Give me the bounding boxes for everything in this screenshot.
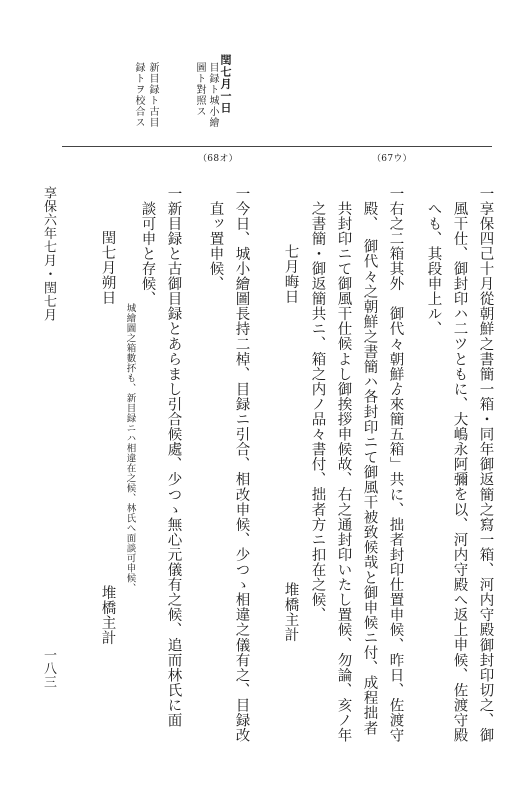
- headnote-date: 閏七月一日: [219, 54, 232, 114]
- signatory-name: 堆橋主計: [282, 582, 299, 643]
- signatory-name: 堆橋主計: [99, 585, 116, 646]
- headnote-line: 目録ト城小繪: [207, 62, 218, 128]
- headnote-line: 録トヲ校合ス: [133, 62, 144, 128]
- text-column: 一右之二箱其外 御代々朝鮮ゟ來簡五箱」共に、拙者封印仕置申候、昨日、佐渡守: [387, 186, 404, 743]
- text-column: 風干仕、御封印ハ二ツともに、大嶋永阿彌を以、河内守殿へ返上申候、佐渡守殿: [451, 201, 468, 743]
- headnote-line: 圖ト對照ス: [194, 62, 205, 117]
- headnote-line: 新目録ト古目: [147, 62, 158, 128]
- text-column: 共封印ニて御風干仕候よし御挨拶申候故、右之通封印いたし置候、勿論、亥ノ年: [335, 201, 352, 743]
- text-column: へも、其段申上ル、: [425, 201, 442, 337]
- header-rule: [62, 146, 492, 147]
- text-column: 一新目録と古御目録とあらまし引合候處、少つゝ無心元儀有之候、追而林氏に面: [165, 186, 182, 728]
- folio-marker-left: （68オ）: [198, 154, 238, 164]
- text-column: 之書簡・御返簡共ニ、箱之内ノ品々書付、拙者方ニ扣在之候、: [309, 201, 326, 623]
- entry-date: 閏七月朔日: [99, 230, 116, 306]
- page-number: 一八三: [41, 648, 56, 689]
- text-column: 一今日、城小繪圖長持二棹、目録ニ引合、相改申候、少つゝ相違之儀有之、目録改: [233, 186, 250, 743]
- inline-note: 城繪圖之箱數抔も、新目録ニハ相違在之候、林氏へ面談可申候、: [124, 303, 136, 593]
- folio-marker-right: （67ウ）: [372, 154, 412, 164]
- text-column: 談可申と存候、: [139, 201, 156, 307]
- text-column: 一享保四己十月從朝鮮之書簡一箱・同年御返簡之寫一箱、河内守殿御封印切之、御: [477, 186, 494, 743]
- running-head: 享保六年七月・閏七月: [41, 186, 56, 322]
- entry-date: 七月晦日: [282, 244, 299, 305]
- text-column: 直ッ置申候、: [207, 201, 224, 292]
- text-column: 殿、 御代々之朝鮮之書簡ハ各封印ニて御風干被致候哉と御申候ニ付、成程拙者: [361, 201, 378, 736]
